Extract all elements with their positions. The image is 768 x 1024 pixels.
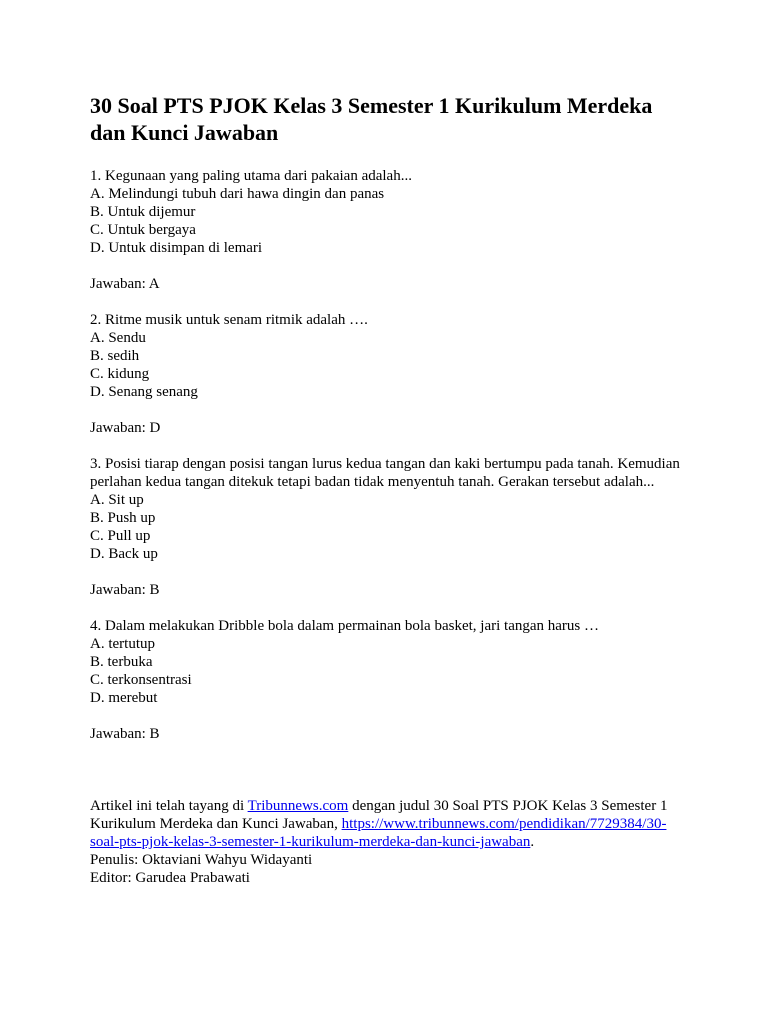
answer-key: Jawaban: A (90, 276, 160, 292)
question-text: 3. Posisi tiarap dengan posisi tangan lurus kedua tangan dan kaki bertumpu pada tanah. Kemudian perlahan kedua tangan ditekuk tetapi badan tidak menyentuh tanah. Gerakan tersebut adalah... (90, 456, 680, 490)
option-a: A. Melindungi tubuh dari hawa dingin dan panas (90, 186, 385, 202)
answer-key: Jawaban: D (90, 420, 161, 436)
article-footer (90, 797, 680, 887)
option-c: C. kidung (90, 366, 150, 382)
question-block-4 (90, 617, 680, 743)
tribunnews-link[interactable]: Tribunnews.com (247, 798, 349, 814)
option-c: C. Pull up (90, 528, 151, 544)
option-a: A. Sendu (90, 330, 146, 346)
option-d: D. Untuk disimpan di lemari (90, 240, 263, 256)
source-note (90, 797, 680, 851)
editor-line: Editor: Garudea Prabawati (90, 870, 250, 886)
document-page (90, 92, 680, 887)
question-list (90, 167, 680, 743)
option-b: B. sedih (90, 348, 140, 364)
question-block-2 (90, 311, 680, 437)
question-block-3 (90, 455, 680, 599)
source-suffix: . (530, 834, 535, 850)
answer-key: Jawaban: B (90, 582, 160, 598)
option-c: C. terkonsentrasi (90, 672, 192, 688)
option-c: C. Untuk bergaya (90, 222, 196, 238)
option-a: A. Sit up (90, 492, 144, 508)
option-b: B. terbuka (90, 654, 153, 670)
question-text: 1. Kegunaan yang paling utama dari pakaian adalah... (90, 168, 412, 184)
option-b: B. Untuk dijemur (90, 204, 196, 220)
answer-key: Jawaban: B (90, 726, 160, 742)
author-line: Penulis: Oktaviani Wahyu Widayanti (90, 852, 313, 868)
option-b: B. Push up (90, 510, 156, 526)
option-d: D. Senang senang (90, 384, 198, 400)
article-url-link[interactable]: https://www.tribunnews.com/pendidikan/7729384/30-soal-pts-pjok-kelas-3-semester-1-kurikulum-merdeka-dan-kunci-jawaban (90, 816, 667, 850)
source-prefix: Artikel ini telah tayang di (90, 798, 248, 814)
question-text: 4. Dalam melakukan Dribble bola dalam permainan bola basket, jari tangan harus … (90, 618, 599, 634)
page-title: 30 Soal PTS PJOK Kelas 3 Semester 1 Kurikulum Merdeka dan Kunci Jawaban (90, 93, 653, 145)
source-middle: dengan judul 30 Soal PTS PJOK Kelas 3 Semester 1 Kurikulum Merdeka dan Kunci Jawaban, (90, 798, 668, 832)
option-d: D. Back up (90, 546, 158, 562)
option-d: D. merebut (90, 690, 158, 706)
question-block-1 (90, 167, 680, 293)
question-text: 2. Ritme musik untuk senam ritmik adalah …. (90, 312, 368, 328)
option-a: A. tertutup (90, 636, 155, 652)
